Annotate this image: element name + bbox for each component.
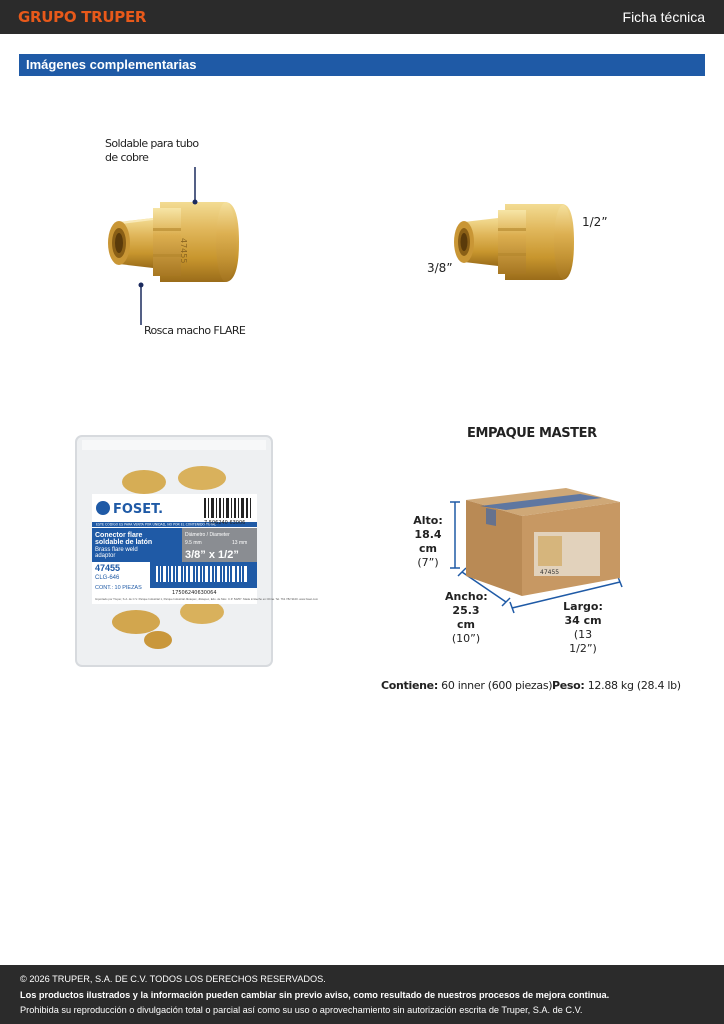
footer-prohibition: Prohibida su reproducción o divulgación total o parcial así como su uso o aprovechamiento sin autorización escrita de Truper, S.A. de C.V. [20,1005,583,1015]
package-diameter-mm-left: 9.5 mm [185,540,202,546]
part-engraving: 47455 [179,238,188,264]
peso-row [552,679,681,693]
alto-cm: 18.4 cm [414,528,442,555]
contiene-label: Contiene: [381,679,438,692]
largo-label: Largo: [563,600,603,613]
size-label-three-eighths: 3/8” [427,261,453,275]
package-name-es-2: soldable de latón [95,539,153,546]
peso-label: Peso: [552,679,585,692]
size-label-half-inch: 1/2” [582,215,608,229]
largo-in: (13 1/2”) [569,628,597,655]
footer-copyright: © 2026 TRUPER, S.A. DE C.V. TODOS LOS DERECHOS RESERVADOS. [20,974,326,984]
package-contents: CONT.: 10 PIEZAS [95,585,142,591]
ancho-cm: 25.3 cm [452,604,480,631]
section-header [19,54,705,76]
master-title: EMPAQUE MASTER [467,426,597,441]
footer [0,965,724,1024]
callout-weld-line2: de cobre [105,151,149,164]
ancho-in: (10”) [451,632,481,645]
package-barcode-top: 7 506240 63006 [204,520,246,526]
peso-value: 12.88 kg (28.4 lb) [587,679,681,692]
alto-dimension [408,514,448,570]
package-brand: FOSET. [113,502,164,517]
package-diameter-label: Diámetro / Diameter [185,532,230,538]
largo-cm: 34 cm [564,614,602,627]
box-code: 47455 [540,569,560,576]
package-code: 47455 [95,563,121,573]
callout-weld-line1: Soldable para tubo [105,137,199,150]
package-barcode-bottom: 17506240630064 [172,590,217,596]
package-notice: ESTE CÓDIGO ES PARA VENTA POR UNIDAD, NO POR EL CONTENIDO TOTAL [96,522,217,527]
alto-in: (7”) [417,556,439,569]
brand-logo: GRUPO TRUPER [18,8,147,26]
section-title: Imágenes complementarias [26,57,197,72]
package-diameter-mm-right: 13 mm [232,540,248,546]
package-name-en-1: Brass flare weld [95,547,138,553]
document-type: Ficha técnica [622,9,705,25]
alto-label: Alto: [413,514,443,527]
package-diameter-in: 3/8” x 1/2” [185,549,239,561]
callout-weld-socket [105,137,198,165]
callout-flare-thread: Rosca macho FLARE [144,324,246,337]
ancho-label: Ancho: [445,590,488,603]
ancho-dimension [445,590,487,646]
contiene-row [381,679,552,693]
retail-package-image [74,434,319,668]
package-importer: Importado por Truper, S.A. de C.V. Parque Industrial 1, Parque Industrial Jilotepec, Jilotepec, Edo. de Méx. C.P. 54257. Made in/Hecho en China. Tel. 761 782 9100. www.foset.com [95,597,319,601]
contiene-value: 60 inner (600 piezas) [441,679,553,692]
footer-notice: Los productos ilustrados y la información pueden cambiar sin previo aviso, como resultado de nuestros procesos de mejora continua. [20,990,610,1000]
package-model: CLG-646 [95,575,120,581]
fitting-image-sizes [440,190,590,300]
top-bar [0,0,724,34]
package-name-es-1: Conector flare [95,532,143,539]
largo-dimension [560,600,606,656]
package-name-en-2: adaptor [95,553,116,559]
